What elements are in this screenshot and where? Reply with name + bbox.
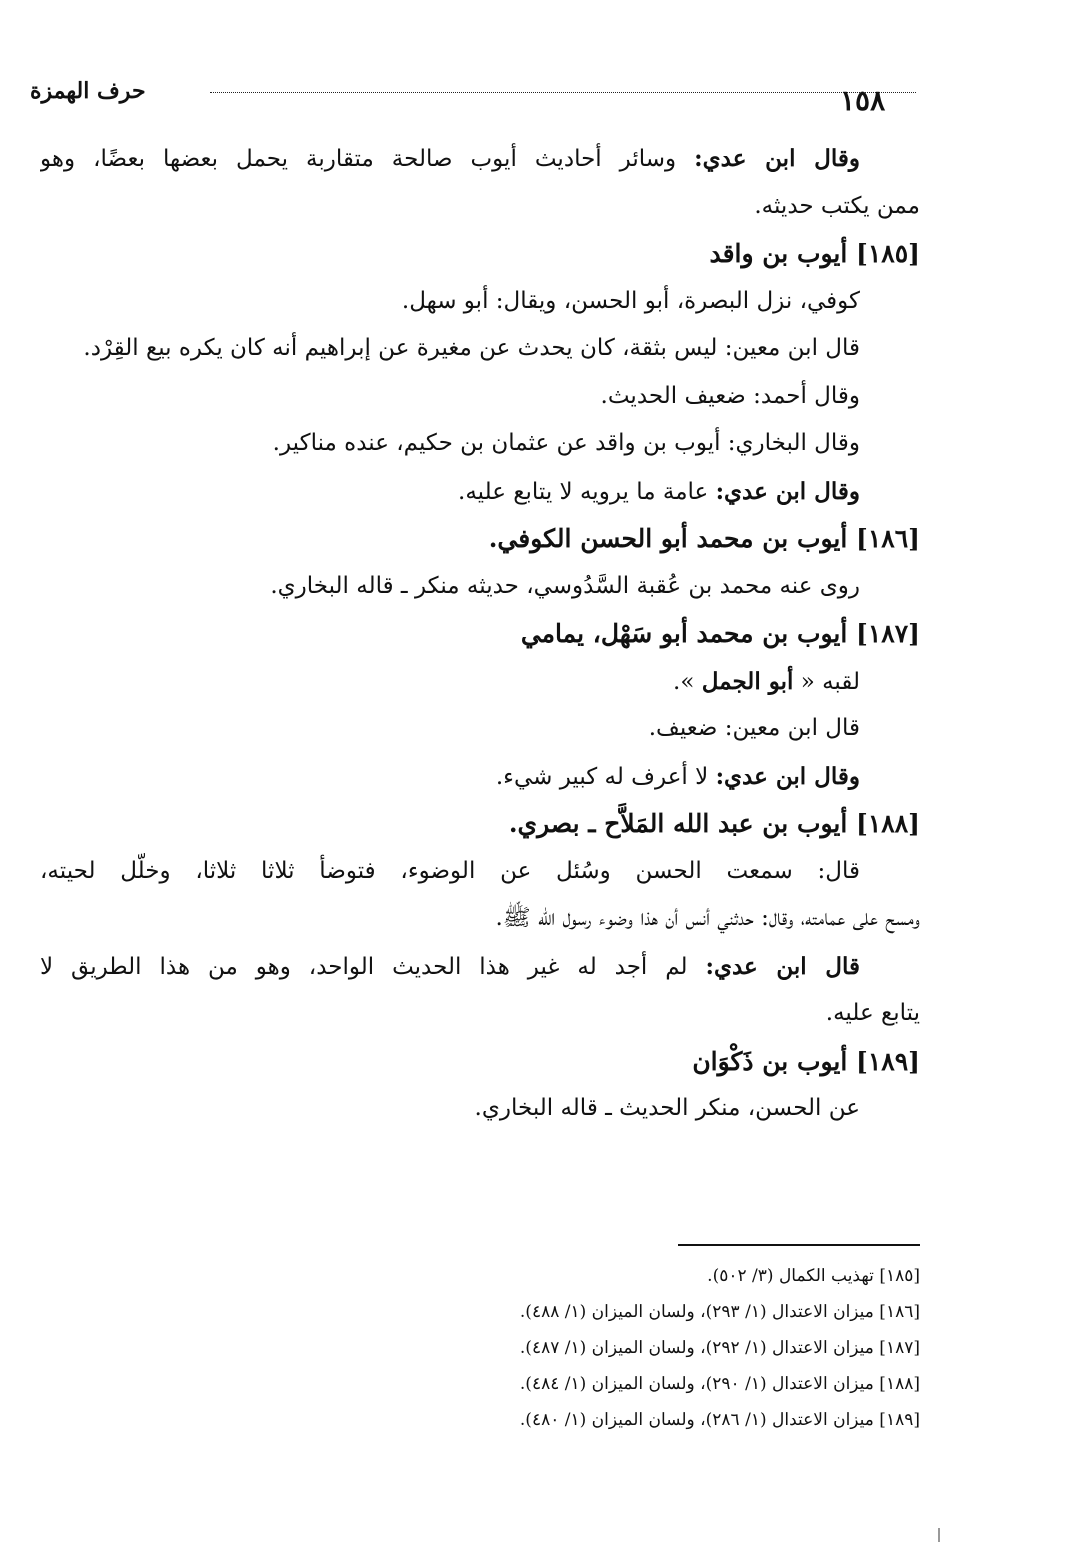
entry-heading-185: [١٨٥] أيوب بن واقد <box>709 239 920 268</box>
text-line: عن الحسن، منكر الحديث ـ قاله البخاري. <box>474 1095 860 1121</box>
text-line <box>40 943 920 991</box>
line-text: وسائر أحاديث أيوب صالحة متقاربة يحمل بعضها بعضًا، وهو <box>40 146 695 172</box>
text-line: قال ابن معين: ضعيف. <box>648 715 860 741</box>
line-text: عامة ما يرويه لا يتابع عليه. <box>458 478 716 505</box>
footnote-185: [١٨٥] تهذيب الكمال (٣/ ٥٠٢). <box>707 1266 920 1286</box>
speaker-label: وقال ابن عدي: <box>715 477 860 505</box>
line-text: لقبه « <box>793 668 860 695</box>
page-number: ١٥٨ <box>840 84 886 117</box>
text-line: قال: سمعت الحسن وسُئل عن الوضوء، فتوضأ ثلاثا ثلاثا، وخلّل لحيته، <box>40 857 860 884</box>
footnotes <box>300 1258 920 1438</box>
entry-heading-188: [١٨٨] أيوب بن عبد الله المَلاَّح ـ بصري. <box>508 809 920 838</box>
speaker-label: وقال ابن عدي: <box>694 145 860 172</box>
text-line: يتابع عليه. <box>825 1000 920 1026</box>
entry-heading-189: [١٨٩] أيوب بن ذَكْوَان <box>692 1046 920 1076</box>
entry-heading-187: [١٨٧] أيوب بن محمد أبو سَهْل، يمامي <box>520 619 920 648</box>
text-line: روى عنه محمد بن عُقبة السَّدُوسي، حديثه منكر ـ قاله البخاري. <box>270 572 860 599</box>
line-text: لا أعرف له كبير شيء. <box>495 763 716 790</box>
footnote-188: [١٨٨] ميزان الاعتدال (١/ ٢٩٠)، ولسان الميزان (١/ ٤٨٤). <box>519 1374 920 1394</box>
text-line: وقال البخاري: أيوب بن واقد عن عثمان بن حكيم، عنده مناكير. <box>272 430 860 456</box>
footnote-187: [١٨٧] ميزان الاعتدال (١/ ٢٩٢)، ولسان الميزان (١/ ٤٨٧). <box>519 1338 920 1358</box>
text-line: ومسح على عمامته، وقال: حدثني أنس أن هذا وضوء رسول الله ﷺ. <box>495 905 920 931</box>
speaker-label: قال ابن عدي: <box>705 952 860 980</box>
text-line: ممن يكتب حديثه. <box>754 192 920 219</box>
header-dotted-rule <box>210 92 916 93</box>
text-line: قال ابن معين: ليس بثقة، كان يحدث عن مغيرة عن إبراهيم أنه كان يكره بيع القِرْد. <box>83 335 860 361</box>
running-header <box>30 70 924 110</box>
text-line <box>40 468 920 516</box>
text-line <box>40 753 920 801</box>
line-text: ». <box>673 668 702 695</box>
footnote-189: [١٨٩] ميزان الاعتدال (١/ ٢٨٦)، ولسان الميزان (١/ ٤٨٠). <box>519 1410 920 1430</box>
footnote-186: [١٨٦] ميزان الاعتدال (١/ ٢٩٣)، ولسان الميزان (١/ ٤٨٨). <box>519 1302 920 1322</box>
section-title: حرف الهمزة <box>30 78 146 104</box>
text-line: وقال أحمد: ضعيف الحديث. <box>600 382 860 409</box>
footnote-separator <box>678 1244 920 1246</box>
text-line <box>40 135 920 183</box>
text-line: كوفي، نزل البصرة، أبو الحسن، ويقال: أبو سهل. <box>401 287 860 314</box>
nickname: أبو الجمل <box>701 667 794 695</box>
line-text: لم أجد له غير هذا الحديث الواحد، وهو من هذا الطريق لا <box>40 953 706 980</box>
text-line <box>40 658 920 706</box>
entry-heading-186: [١٨٦] أيوب بن محمد أبو الحسن الكوفي. <box>488 524 920 553</box>
page-edge-mark <box>938 1528 940 1542</box>
main-text <box>40 135 920 1133</box>
speaker-label: وقال ابن عدي: <box>715 762 860 790</box>
